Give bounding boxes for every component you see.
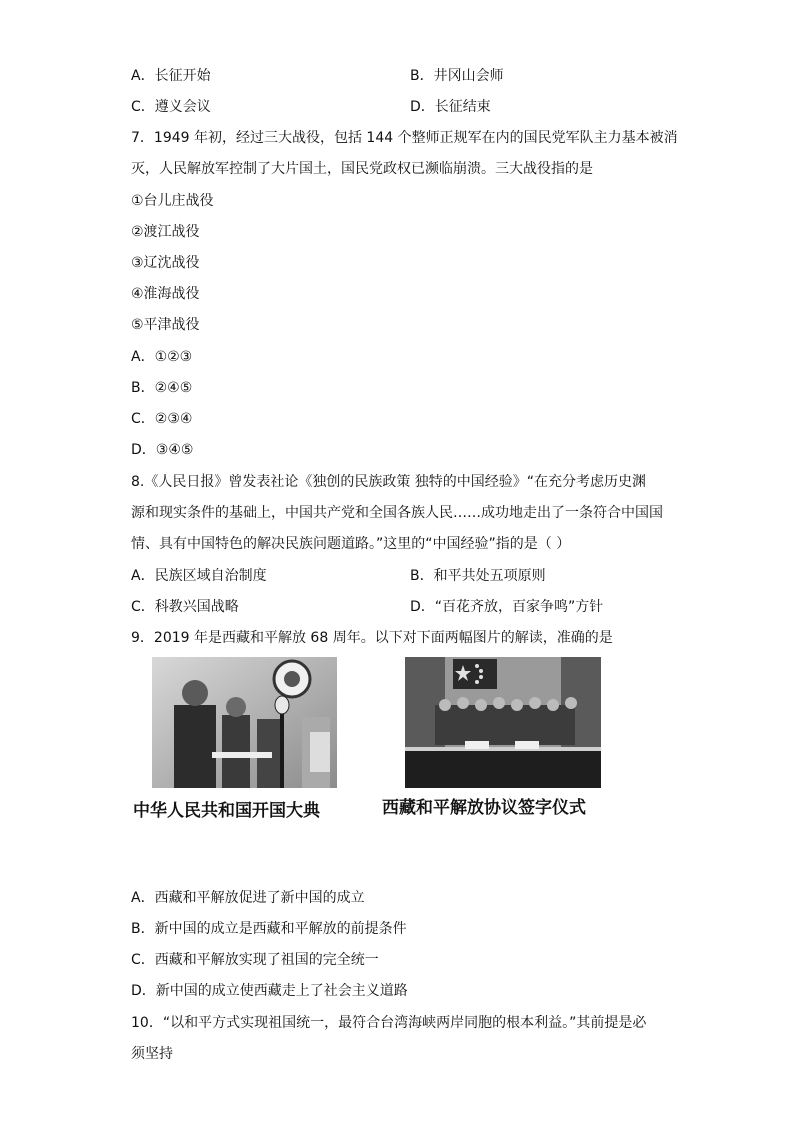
q9-stem: 9．2019 年是西藏和平解放 68 周年。以下对下面两幅图片的解读，准确的是 (131, 630, 613, 646)
tibet-signing-illustration (405, 657, 601, 788)
q6-option-d: D．长征结束 (410, 99, 491, 115)
q10-stem-line2: 须坚持 (131, 1046, 173, 1062)
q8-option-d: D．“百花齐放，百家争鸣”方针 (410, 599, 604, 615)
q7-item: ②渡江战役 (131, 224, 200, 240)
q8-stem-line2: 源和现实条件的基础上，中国共产党和全国各族人民……成功地走出了一条符合中国国 (131, 505, 663, 521)
founding-ceremony-photo (152, 657, 337, 788)
q6-option-a: A．长征开始 (131, 68, 211, 84)
q9-option-d: D．新中国的成立使西藏走上了社会主义道路 (131, 983, 408, 999)
q9-option-b: B．新中国的成立是西藏和平解放的前提条件 (131, 921, 407, 937)
q7-option-c: C．②③④ (131, 411, 193, 427)
q6-option-c: C．遵义会议 (131, 99, 211, 115)
q7-item: ①台儿庄战役 (131, 193, 214, 209)
q7-item: ③辽沈战役 (131, 255, 200, 271)
q7-option-b: B．②④⑤ (131, 380, 193, 396)
q9-option-c: C．西藏和平解放实现了祖国的完全统一 (131, 952, 379, 968)
q7-stem-line1: 7．1949 年初，经过三大战役，包括 144 个整师正规军在内的国民党军队主力基本被消 (131, 130, 678, 146)
caption-tibet-signing: 西藏和平解放协议签字仪式 (382, 798, 586, 818)
q7-option-d: D．③④⑤ (131, 442, 194, 458)
q8-stem-line3: 情、具有中国特色的解决民族问题道路。”这里的“中国经验”指的是（ ） (131, 536, 571, 552)
q9-option-a: A．西藏和平解放促进了新中国的成立 (131, 890, 365, 906)
q8-stem-line1: 8.《人民日报》曾发表社论《独创的民族政策 独特的中国经验》“在充分考虑历史渊 (131, 474, 647, 490)
q7-item: ⑤平津战役 (131, 317, 200, 333)
q7-stem-line2: 灭，人民解放军控制了大片国土，国民党政权已濒临崩溃。三大战役指的是 (131, 161, 593, 177)
q7-item: ④淮海战役 (131, 286, 200, 302)
tibet-signing-photo (405, 657, 601, 788)
caption-founding-ceremony: 中华人民共和国开国大典 (133, 801, 320, 821)
founding-ceremony-illustration (152, 657, 337, 788)
q7-option-a: A．①②③ (131, 349, 193, 365)
q8-option-b: B．和平共处五项原则 (410, 568, 546, 584)
q6-option-b: B．井冈山会师 (410, 68, 504, 84)
q8-option-a: A．民族区域自治制度 (131, 568, 267, 584)
q10-stem-line1: 10．“以和平方式实现祖国统一，最符合台湾海峡两岸同胞的根本利益。”其前提是必 (131, 1015, 647, 1031)
q8-option-c: C．科教兴国战略 (131, 599, 239, 615)
